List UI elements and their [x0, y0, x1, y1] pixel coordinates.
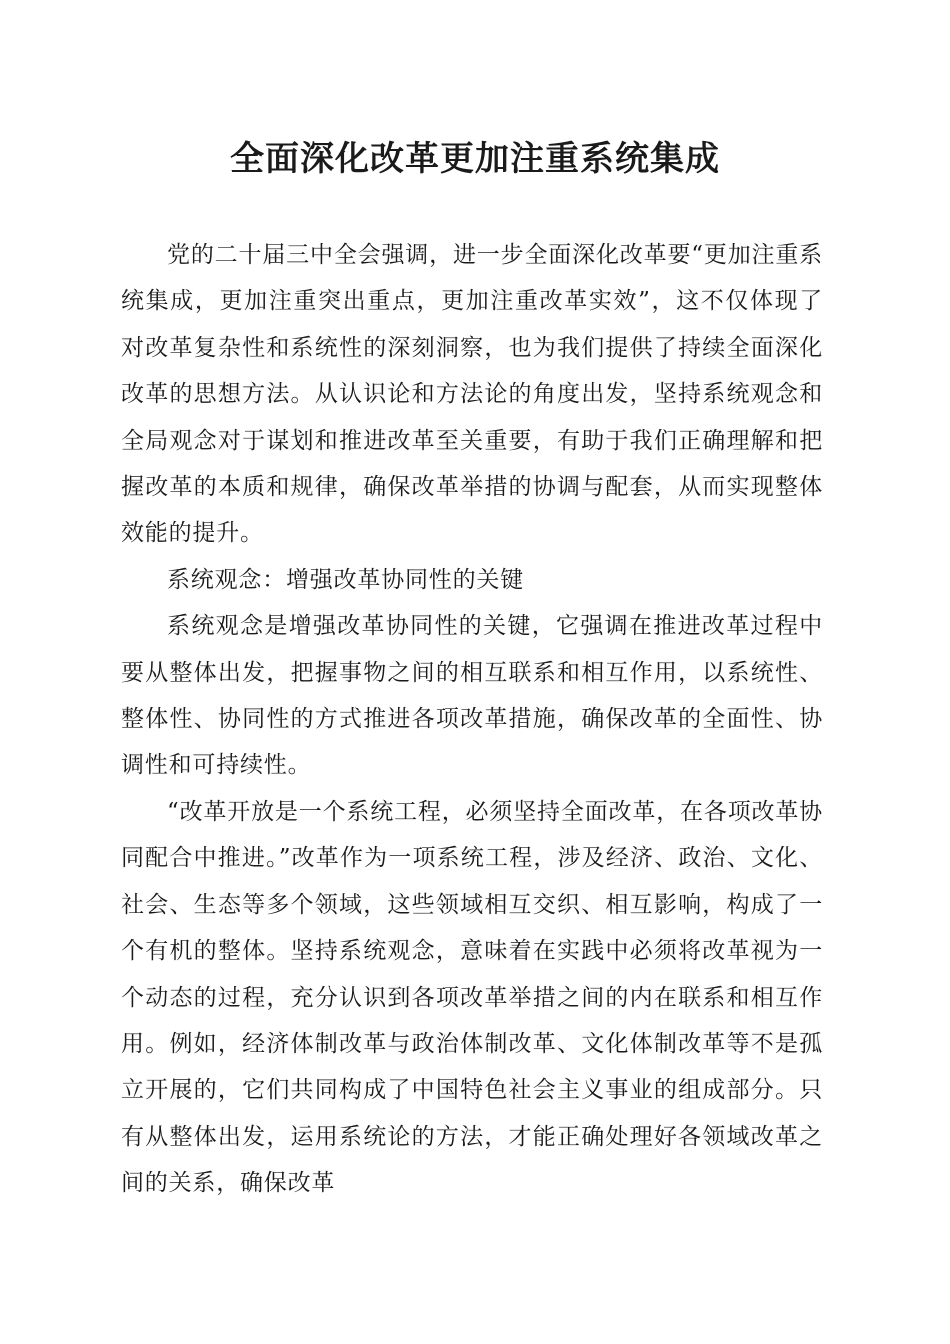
- paragraph-intro: 党的二十届三中全会强调，进一步全面深化改革要“更加注重系统集成，更加注重突出重点，更加注重改革实效”，这不仅体现了对改革复杂性和系统性的深刻洞察，也为我们提供了持续全面深化改革的思想方法。从认识论和方法论的角度出发，坚持系统观念和全局观念对于谋划和推进改革至关重要，有助于我们正确理解和把握改革的本质和规律，确保改革举措的协调与配套，从而实现整体效能的提升。: [121, 242, 823, 547]
- section-heading: 系统观念：增强改革协同性的关键: [167, 566, 524, 593]
- paragraph-reform-opening: “改革开放是一个系统工程，必须坚持全面改革，在各项改革协同配合中推进。”改革作为一项系统工程，涉及经济、政治、文化、社会、生态等多个领域，这些领域相互交织、相互影响，构成了一个有机的整体。坚持系统观念，意味着在实践中必须将改革视为一个动态的过程，充分认识到各项改革举措之间的内在联系和相互作用。例如，经济体制改革与政治体制改革、文化体制改革等不是孤立开展的，它们共同构成了中国特色社会主义事业的组成部分。只有从整体出发，运用系统论的方法，才能正确处理好各领域改革之间的关系，确保改革: [121, 798, 823, 1197]
- paragraph-system-concept: 系统观念是增强改革协同性的关键，它强调在推进改革过程中要从整体出发，把握事物之间的相互联系和相互作用，以系统性、整体性、协同性的方式推进各项改革措施，确保改革的全面性、协调性和可持续性。: [121, 613, 823, 779]
- page-title: 全面深化改革更加注重系统集成: [230, 139, 720, 179]
- document-body: [121, 232, 823, 1207]
